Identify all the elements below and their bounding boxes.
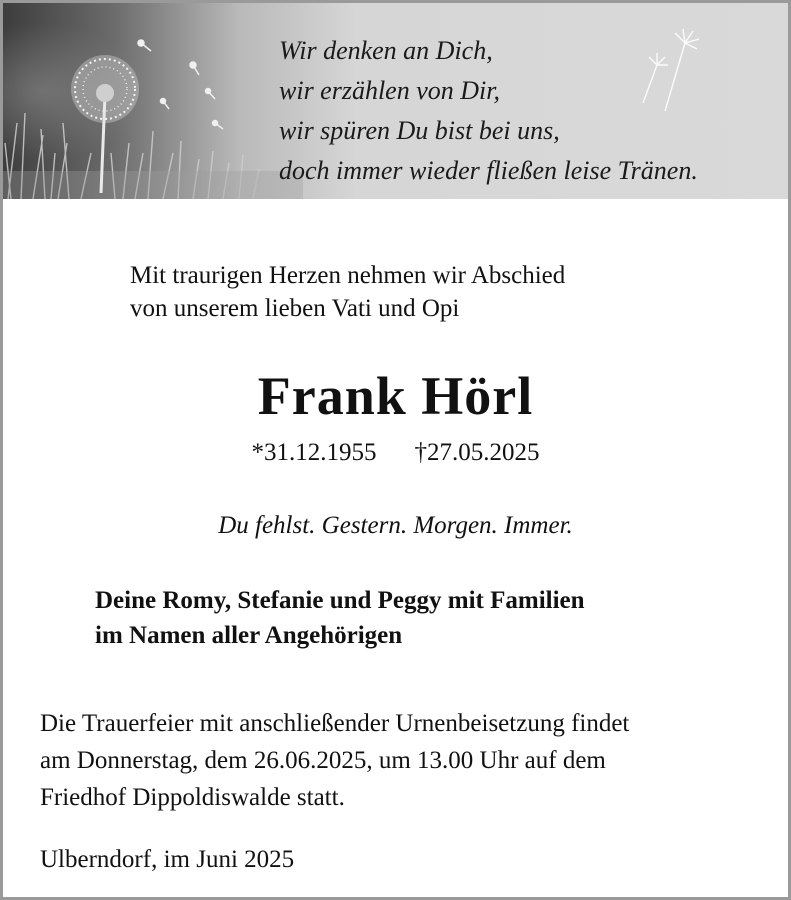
place-date: Ulberndorf, im Juni 2025	[40, 846, 295, 873]
birth-date: *31.12.1955	[251, 439, 377, 466]
verse-line: wir spüren Du bist bei uns,	[279, 116, 560, 145]
dandelion-icon	[71, 55, 139, 123]
header-verse	[279, 31, 698, 191]
family-line: Deine Romy, Stefanie und Peggy mit Familien	[95, 587, 585, 614]
intro-text	[130, 259, 565, 325]
verse-line: wir erzählen von Dir,	[279, 76, 500, 105]
motto: Du fehlst. Gestern. Morgen. Immer.	[218, 512, 573, 539]
life-dates	[3, 436, 788, 470]
death-date: †27.05.2025	[414, 439, 540, 466]
intro-line: von unserem lieben Vati und Opi	[130, 295, 460, 322]
family-line: im Namen aller Angehörigen	[95, 622, 403, 649]
verse-line: Wir denken an Dich,	[279, 36, 493, 65]
verse-line: doch immer wieder fließen leise Tränen.	[279, 156, 698, 185]
deceased-name: Frank Hörl	[257, 366, 534, 426]
ceremony-line: am Donnerstag, dem 26.06.2025, um 13.00 Uhr auf dem	[40, 747, 606, 774]
ceremony-info	[40, 705, 629, 816]
intro-line: Mit traurigen Herzen nehmen wir Abschied	[130, 262, 566, 289]
ceremony-line: Friedhof Dippoldiswalde statt.	[40, 784, 345, 811]
ceremony-line: Die Trauerfeier mit anschließender Urnenbeisetzung findet	[40, 710, 630, 737]
family-signature	[95, 583, 585, 653]
header-banner	[3, 3, 788, 199]
